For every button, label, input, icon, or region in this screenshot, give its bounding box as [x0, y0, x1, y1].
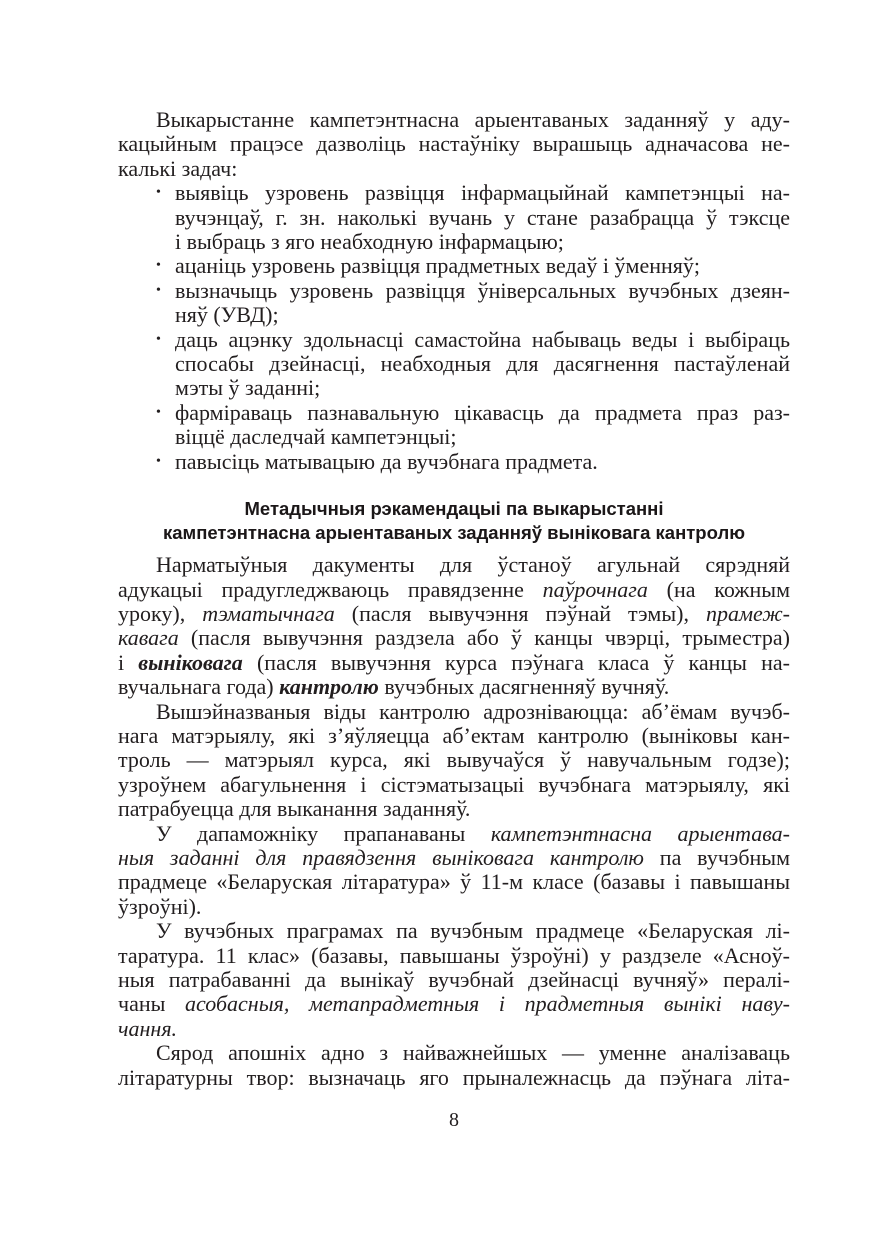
text-segment: ныя патрабаванні да вынікаў вучэбнай дзейнасці вучняў» пералі- [118, 967, 790, 992]
bullet-icon: • [156, 331, 161, 347]
heading-line: кампетэнтнасна арыентаваных заданняў выніковага кантролю [162, 522, 745, 544]
text-line [118, 700, 790, 724]
text-segment: узроўнем абагульнення і сістэматызацыі вучэбнага матэрыялу, які [118, 771, 790, 797]
text-line [118, 822, 790, 846]
text-line [118, 748, 790, 772]
text-segment: вучэбных дасягненняў вучняў. [378, 674, 670, 700]
bullet-icon: • [156, 258, 161, 274]
bullet-item [118, 328, 790, 401]
bullet-line: і выбраць з яго неабходную інфармацыю; [175, 229, 564, 255]
bullet-line: выявіць узровень развіцця інфармацыйнай кампетэнцыі на- [175, 180, 790, 206]
text-line [118, 724, 790, 748]
text-segment: Нарматыўныя дакументы для ўстаноў агульнай сярэдняй [156, 552, 790, 578]
bullet-line: фарміраваць пазнавальную цікавасць да прадмета праз раз- [175, 399, 790, 425]
text-line [118, 846, 790, 870]
text-line [118, 675, 790, 699]
intro-paragraph [118, 108, 790, 181]
heading-line: Метадычныя рэкамендацыі па выкарыстанні [244, 498, 664, 520]
text-segment: чаны [118, 991, 186, 1017]
text-segment: (на кожным [647, 576, 790, 602]
text-segment: (пасля вывучэння курса пэўнага класа ў канцы на- [242, 649, 790, 675]
text-line [118, 773, 790, 797]
bold-italic-term: кантролю [279, 674, 379, 700]
section-heading [118, 497, 790, 545]
italic-term: кампетэнтнасна арыентава- [490, 820, 790, 846]
text-line [118, 797, 790, 821]
text-segment: адукацыі прадугледжваюць правядзенне [118, 576, 543, 602]
text-line [118, 992, 790, 1016]
bullet-line: ацаніць узровень развіцця прадметных ведаў і ўменняў; [175, 253, 700, 279]
bullet-item [118, 181, 790, 254]
text-segment: уроку), [118, 600, 203, 626]
text-segment: прадмеце «Беларуская літаратура» ў 11-м класе (базавы і павышаны [118, 869, 790, 895]
text-segment: Сярод апошніх адно з найважнейшых — уменне аналізаваць [156, 1040, 790, 1066]
text-segment: і [118, 649, 139, 675]
bullet-item [118, 401, 790, 450]
bullet-icon: • [156, 453, 161, 469]
text-segment: Вышэйназваныя віды кантролю адрозніваюцца: аб’ёмам вучэб- [156, 698, 790, 724]
bullet-line: мэты ў заданні; [175, 375, 321, 401]
bullet-item [118, 254, 790, 278]
text-line [118, 1017, 790, 1041]
text-segment: ўзроўні). [118, 893, 202, 919]
bullet-icon: • [156, 404, 161, 420]
text-segment: троль — матэрыял курса, які вывучаўся ў навучальным годзе); [118, 747, 790, 773]
paragraph [118, 1041, 790, 1090]
text-line [118, 968, 790, 992]
paragraph [118, 553, 790, 699]
text-segment: У вучэбных праграмах па вучэбным прадмеце «Беларуская лі- [156, 918, 790, 944]
text-line [118, 1041, 790, 1065]
text-segment: вучальнага года) [118, 674, 280, 700]
text-line [118, 578, 790, 602]
text-line [118, 895, 790, 919]
text-segment: (пасля вывучэння пэўнай тэмы), [334, 600, 706, 626]
italic-term: чання. [118, 1015, 178, 1041]
text-line: кацыйным працэсе дазволіць настаўніку вырашыць адначасова не- [118, 131, 790, 157]
bullet-line: спосабы дзейнасці, неабходныя для дасягнення пастаўленай [175, 351, 790, 377]
text-segment: таратура. 11 клас» (базавы, павышаны ўзроўні) у раздзеле «Асноў- [118, 942, 790, 968]
bullet-icon: • [156, 185, 161, 201]
italic-term: прамеж- [705, 600, 790, 626]
italic-term: кавага [118, 625, 179, 651]
text-line [118, 1066, 790, 1090]
text-segment: патрабуецца для выканання заданняў. [118, 796, 471, 822]
text-line: калькі задач: [118, 155, 238, 181]
bold-italic-term: выніковага [138, 649, 243, 675]
bullet-line: вучэнцаў, г. зн. наколькі вучань у стане разабрацца ў тэксце [175, 204, 790, 230]
text-block [118, 108, 790, 1090]
text-line [118, 944, 790, 968]
body-text [118, 553, 790, 1090]
bullet-line: даць ацэнку здольнасці самастойна набываць веды і выбіраць [175, 326, 790, 352]
text-line [118, 651, 790, 675]
page-number: 8 [449, 1109, 459, 1131]
paragraph [118, 919, 790, 1041]
text-line [118, 870, 790, 894]
bullet-line: вызначыць узровень развіцця ўніверсальных вучэбных дзеян- [175, 277, 790, 303]
text-segment: літаратурны твор: вызначаць яго прыналежнасць да пэўнага літа- [118, 1064, 790, 1090]
text-line [118, 602, 790, 626]
italic-term: ныя заданні для правядзення выніковага кантролю [118, 844, 644, 870]
italic-term: асобасныя, метапрадметныя і прадметныя вынікі наву- [185, 991, 790, 1017]
text-segment: У дапаможніку прапанаваны [156, 820, 491, 846]
bullet-line: павысіць матывацыю да вучэбнага прадмета. [175, 448, 598, 474]
paragraph [118, 700, 790, 822]
text-segment: (пасля вывучэння раздзела або ў канцы чвэрці, трыместра) [178, 625, 790, 651]
text-line [118, 626, 790, 650]
bullet-line: віццё даследчай кампетэнцыі; [175, 424, 457, 450]
bullet-item [118, 279, 790, 328]
text-line: Выкарыстанне кампетэнтнасна арыентаваных заданняў у аду- [156, 107, 790, 132]
bullet-icon: • [156, 282, 161, 298]
paragraph [118, 822, 790, 920]
bullet-item [118, 450, 790, 474]
italic-term: паўрочнага [542, 576, 648, 602]
text-segment: па вучэбным [643, 844, 790, 870]
bullet-line: няў (УВД); [175, 302, 279, 328]
text-segment: нага матэрыялу, які з’яўляецца аб’ектам кантролю (выніковы кан- [118, 722, 790, 748]
text-line [118, 919, 790, 943]
text-line [118, 553, 790, 577]
italic-term: тэматычнага [202, 600, 335, 626]
bullet-list [118, 181, 790, 474]
